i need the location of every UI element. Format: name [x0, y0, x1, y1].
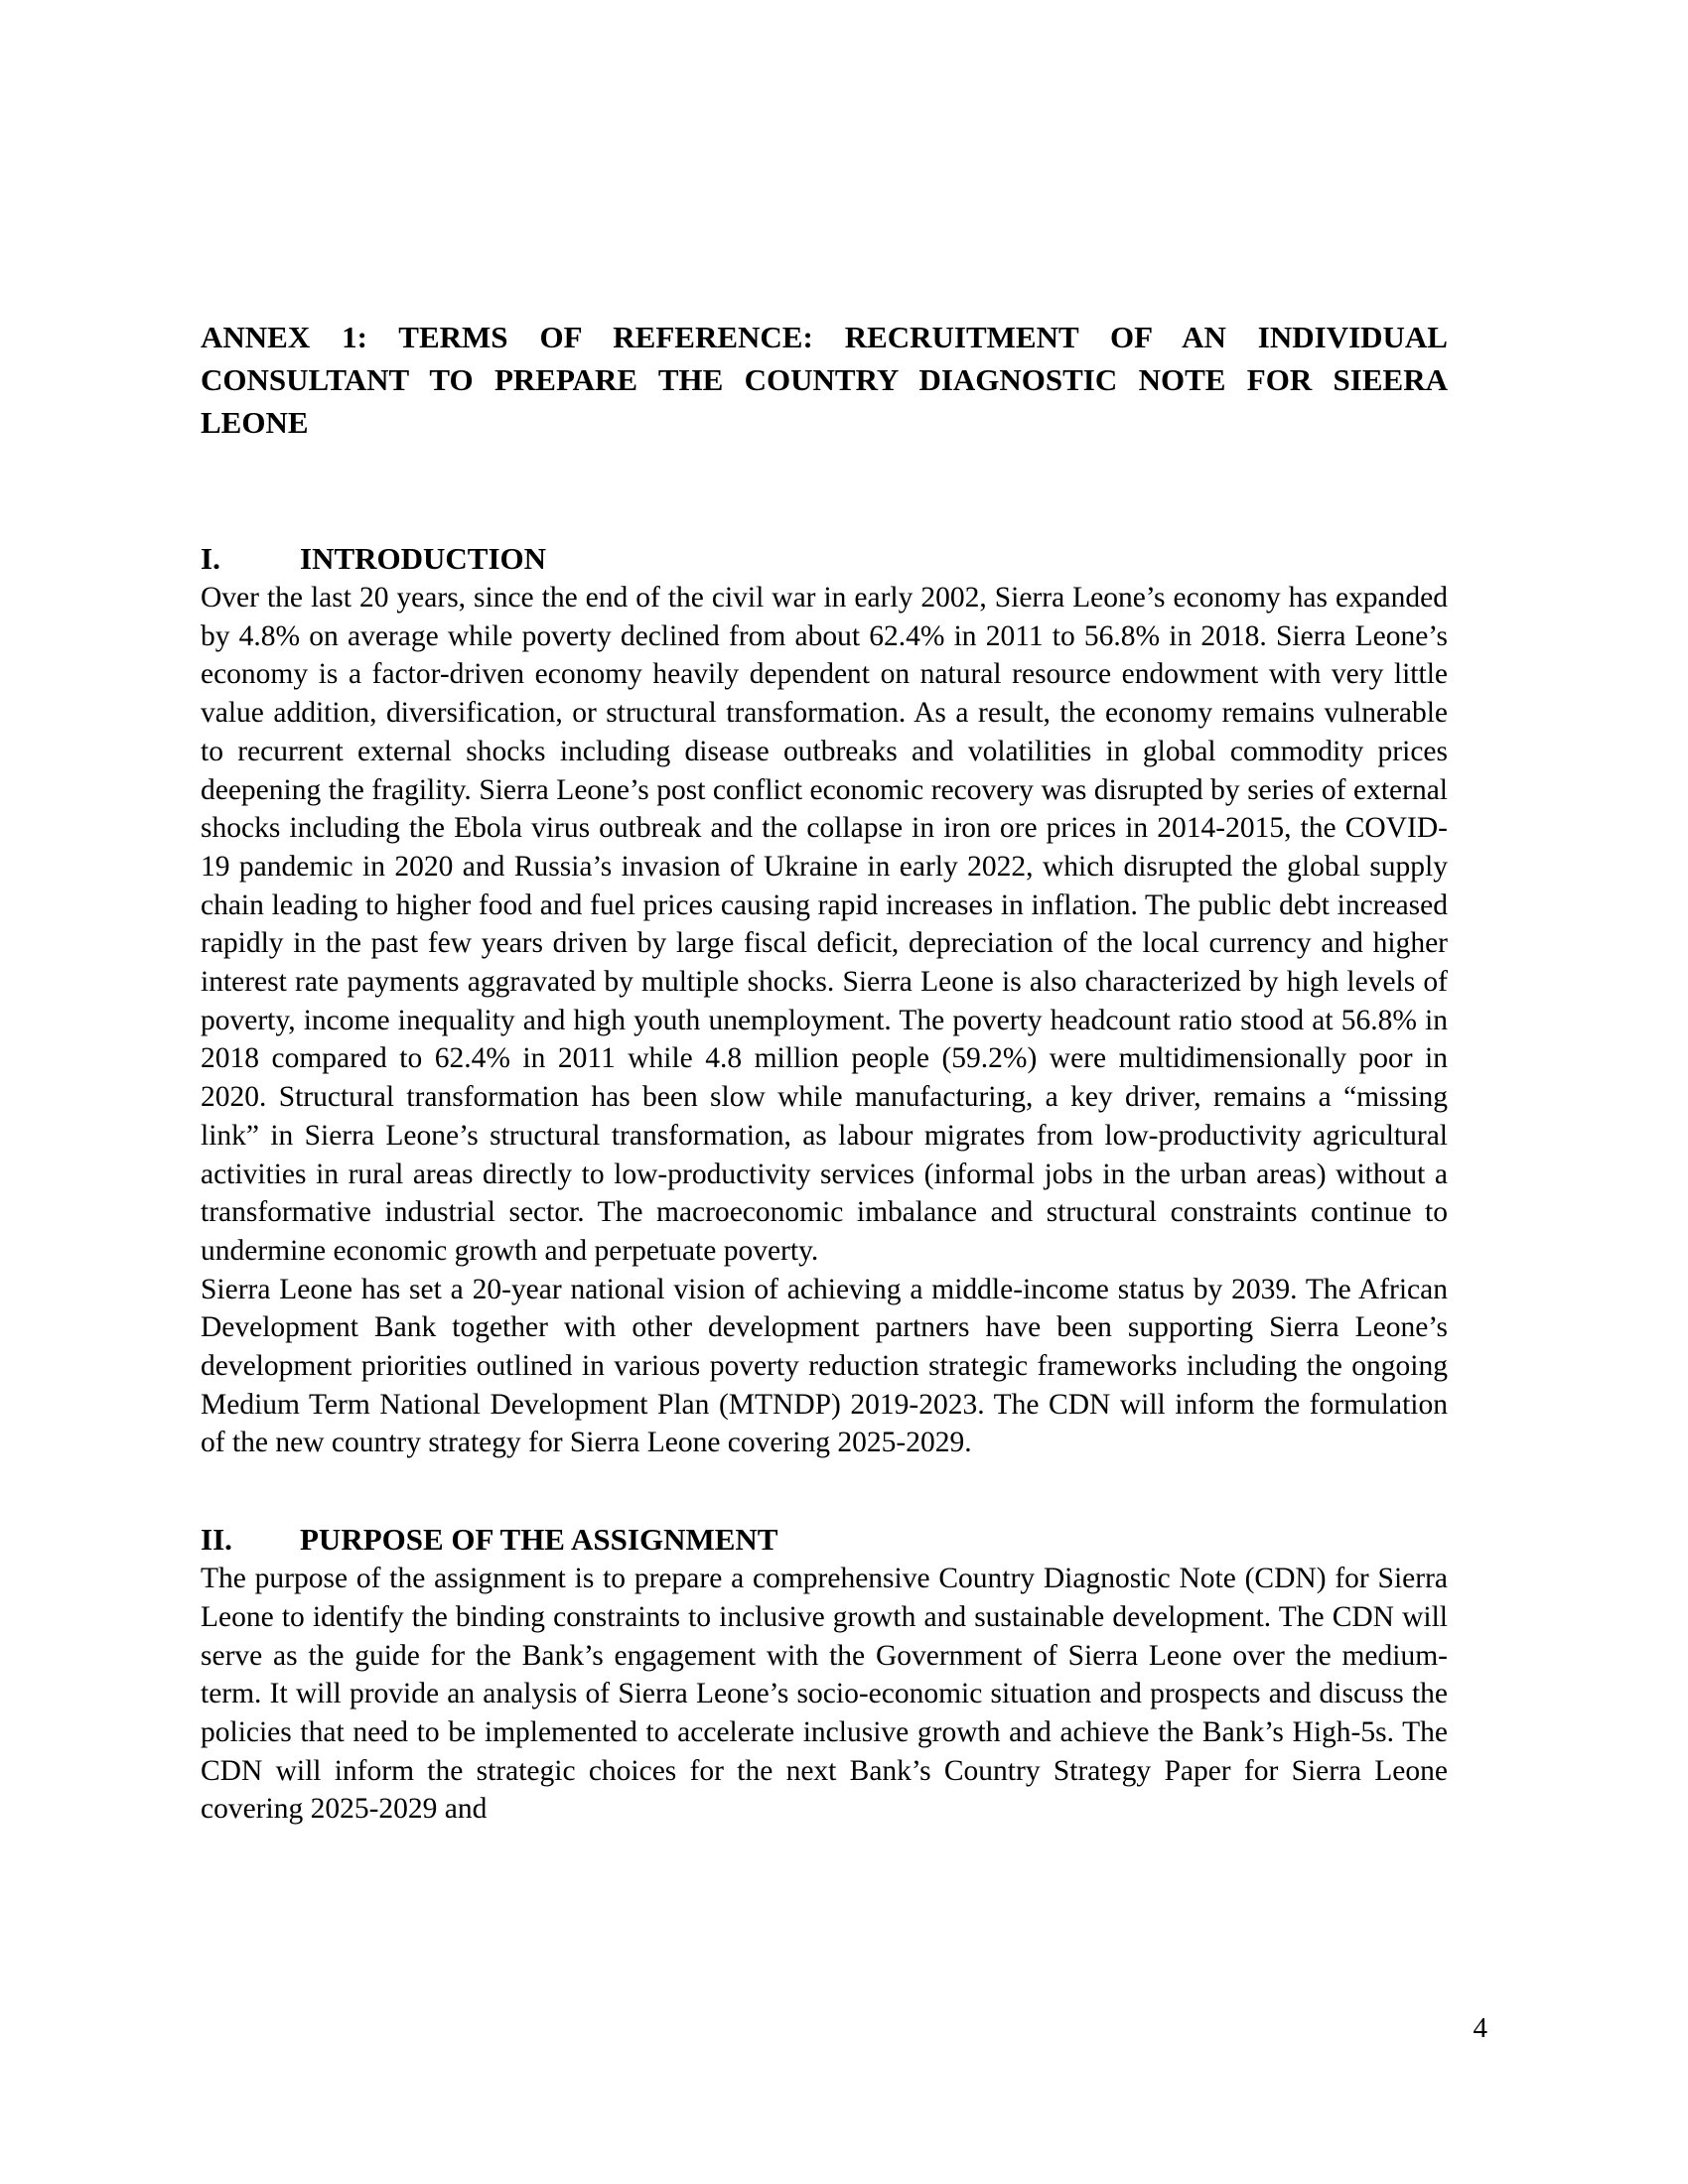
- purpose-paragraph-1: The purpose of the assignment is to prepare a comprehensive Country Diagnostic Note (CDN) for Sierra Leone to identify the binding constraints to inclusive growth and sustainable development. The CDN will serve as the guide for the Bank’s engagement with the Government of Sierra Leone over the medium-term. It will provide an analysis of Sierra Leone’s socio-economic situation and prospects and discuss the policies that need to be implemented to accelerate inclusive growth and achieve the Bank’s High-5s. The CDN will inform the strategic choices for the next Bank’s Country Strategy Paper for Sierra Leone covering 2025-2029 and: [201, 1563, 1448, 1826]
- section-heading-introduction: [201, 539, 1448, 579]
- section-title: INTRODUCTION: [300, 541, 547, 576]
- section-number: II.: [201, 1522, 232, 1558]
- annex-title: ANNEX 1: TERMS OF REFERENCE: RECRUITMENT OF AN INDIVIDUAL CONSULTANT TO PREPARE THE COUNTRY DIAGNOSTIC NOTE FOR SIEERA LEONE: [201, 320, 1448, 440]
- section-heading-purpose: [201, 1520, 1448, 1560]
- page-content: [201, 316, 1448, 1829]
- page-number: 4: [1473, 2012, 1487, 2044]
- section-title: PURPOSE OF THE ASSIGNMENT: [300, 1522, 778, 1558]
- section-number: I.: [201, 541, 220, 576]
- introduction-paragraph-1: Over the last 20 years, since the end of the civil war in early 2002, Sierra Leone’s economy has expanded by 4.8% on average while poverty declined from about 62.4% in 2011 to 56.8% in 2018. Sierra Leone’s economy is a factor-driven economy heavily dependent on natural resource endowment with very little value addition, diversification, or structural transformation. As a result, the economy remains vulnerable to recurrent external shocks including disease outbreaks and volatilities in global commodity prices deepening the fragility. Sierra Leone’s post conflict economic recovery was disrupted by series of external shocks including the Ebola virus outbreak and the collapse in iron ore prices in 2014-2015, the COVID-19 pandemic in 2020 and Russia’s invasion of Ukraine in early 2022, which disrupted the global supply chain leading to higher food and fuel prices causing rapid increases in inflation. The public debt increased rapidly in the past few years driven by large fiscal deficit, depreciation of the local currency and higher interest rate payments aggravated by multiple shocks. Sierra Leone is also characterized by high levels of poverty, income inequality and high youth unemployment. The poverty headcount ratio stood at 56.8% in 2018 compared to 62.4% in 2011 while 4.8 million people (59.2%) were multidimensionally poor in 2020. Structural transformation has been slow while manufacturing, a key driver, remains a “missing link” in Sierra Leone’s structural transformation, as labour migrates from low-productivity agricultural activities in rural areas directly to low-productivity services (informal jobs in the urban areas) without a transformative industrial sector. The macroeconomic imbalance and structural constraints continue to undermine economic growth and perpetuate poverty.: [201, 582, 1448, 1267]
- introduction-paragraph-2: Sierra Leone has set a 20-year national vision of achieving a middle-income status by 2039. The African Development Bank together with other development partners have been supporting Sierra Leone’s development priorities outlined in various poverty reduction strategic frameworks including the ongoing Medium Term National Development Plan (MTNDP) 2019-2023. The CDN will inform the formulation of the new country strategy for Sierra Leone covering 2025-2029.: [201, 1273, 1448, 1459]
